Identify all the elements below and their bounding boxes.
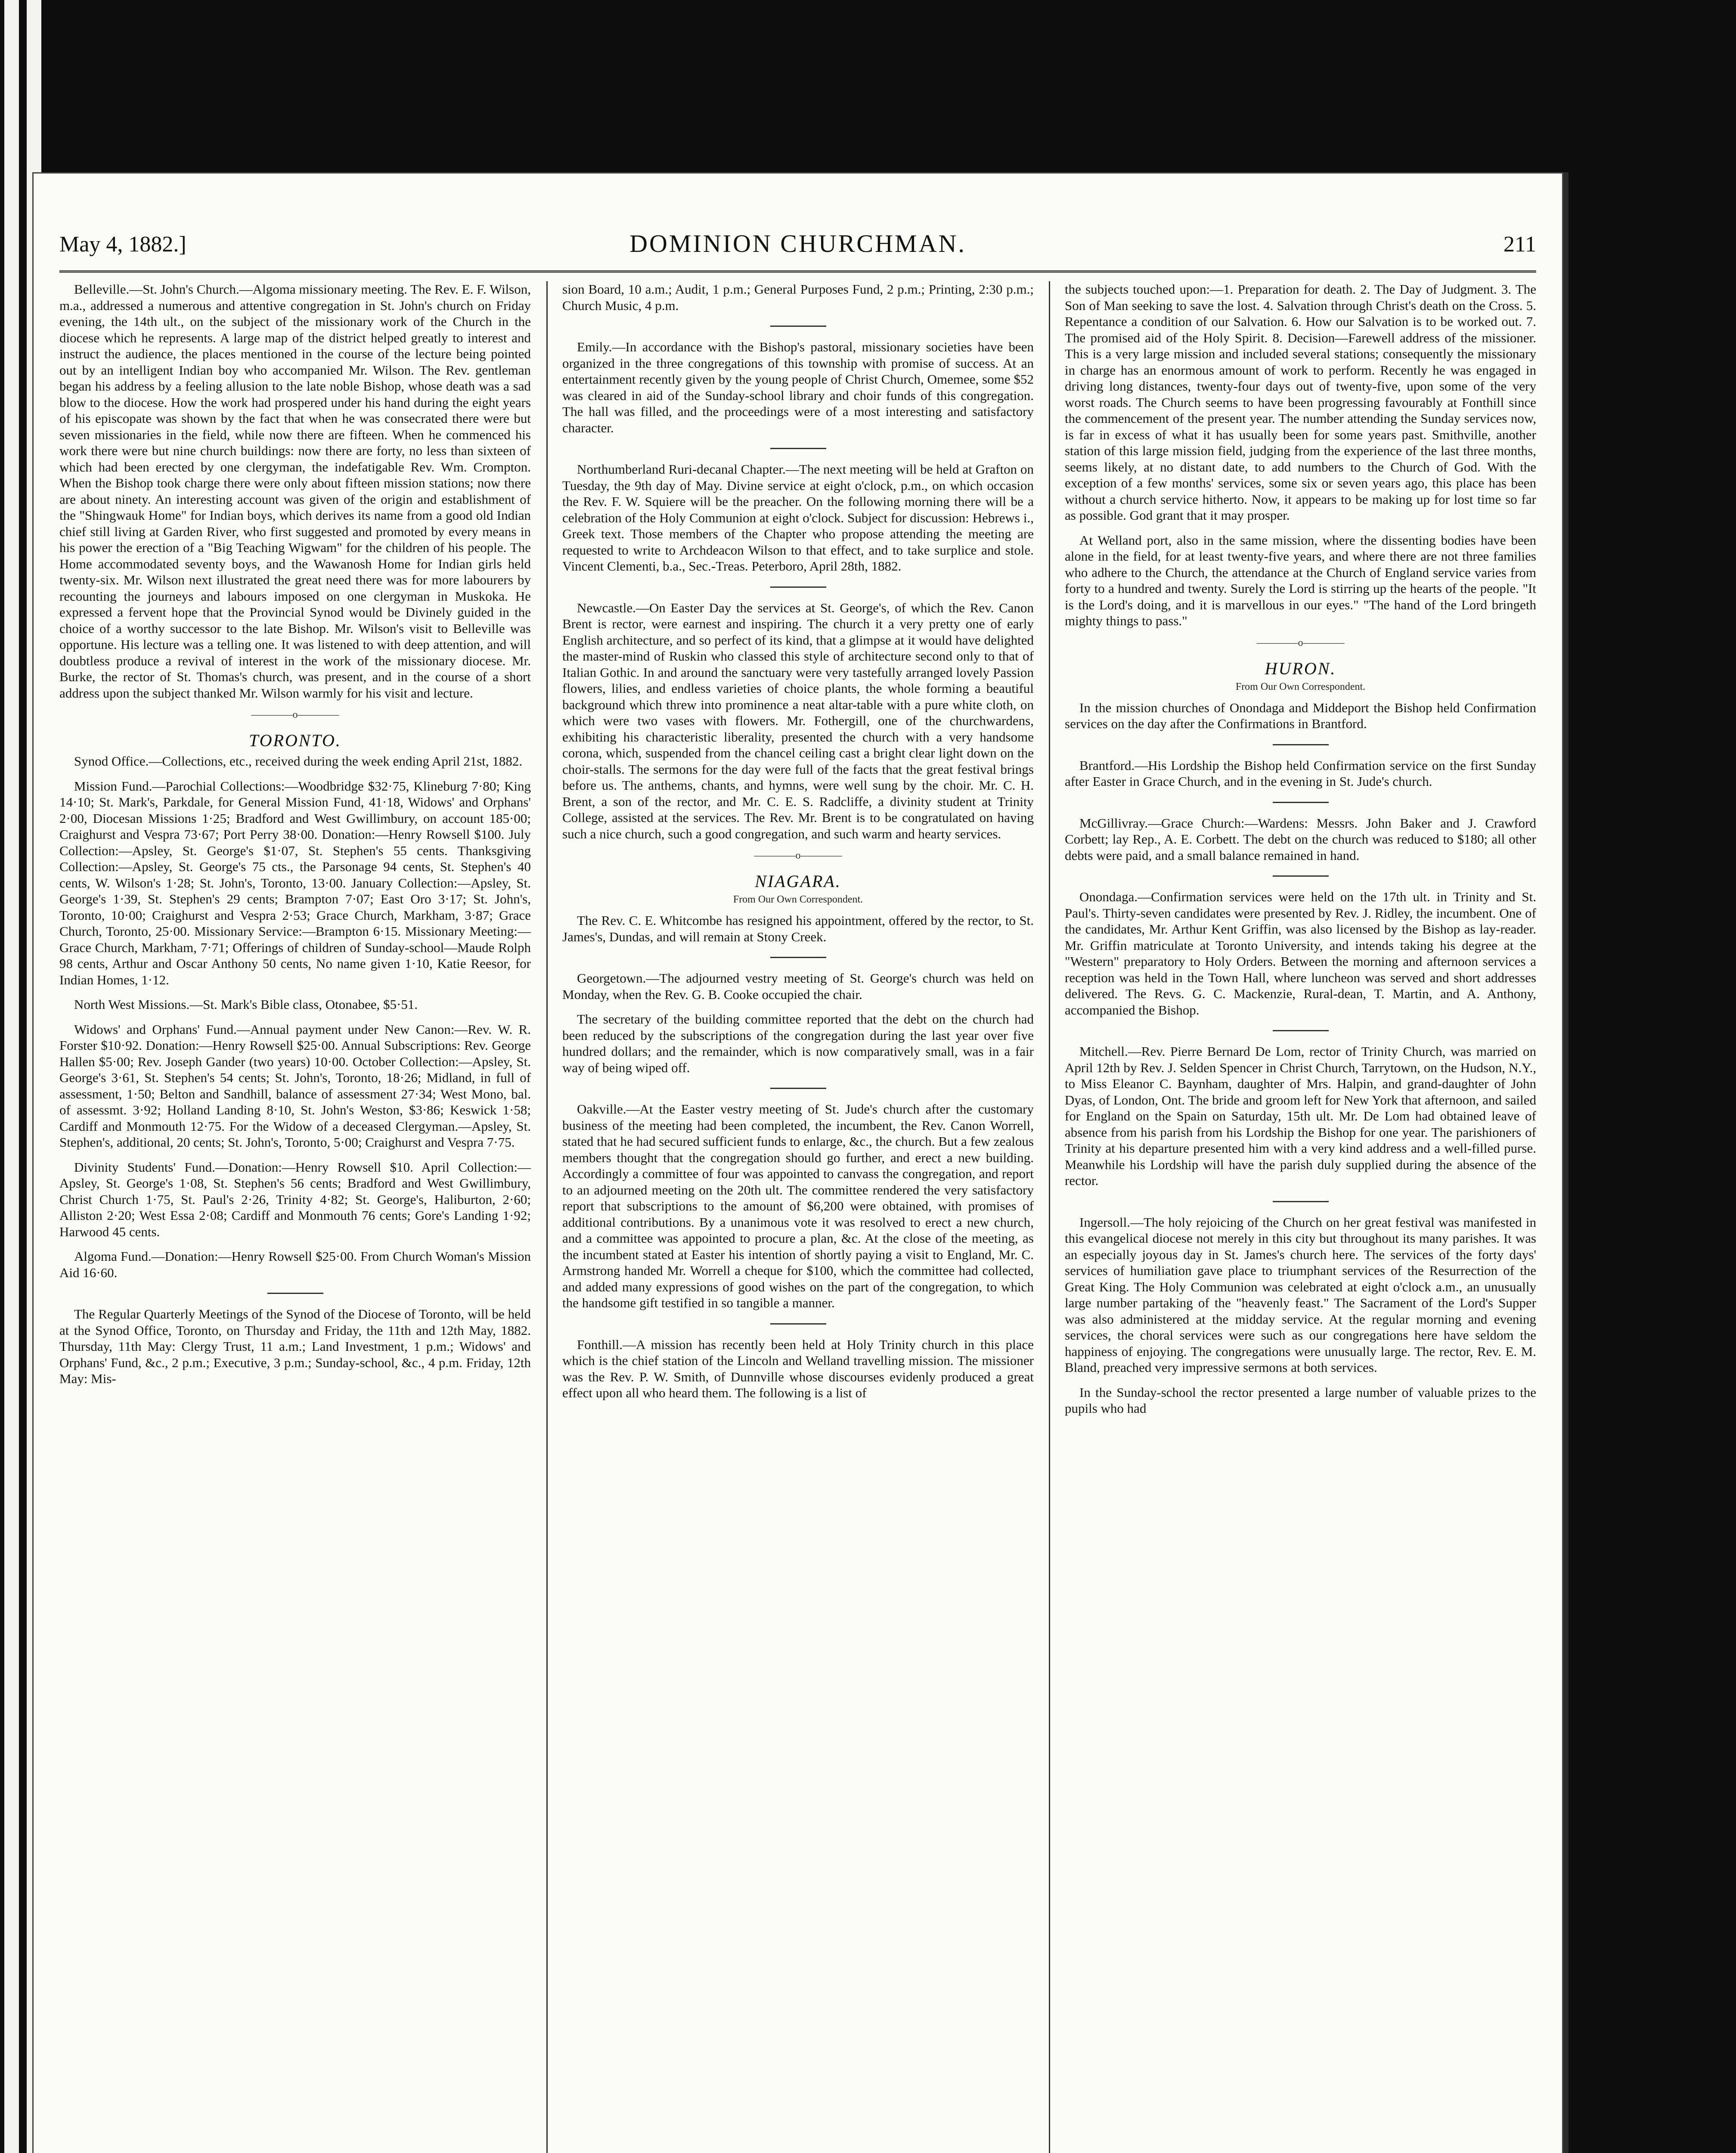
separator-rule: [267, 1293, 323, 1294]
article-northumberland-chapter: Northumberland Ruri-decanal Chapter.—The next meeting will be held at Grafton on Tuesday, the 9th day of May. Divine service at eight o'clock, p.m., on which occasion the Rev. F. W. Squiere will be the preacher. On the following morning there will be a celebration of the Holy Communion at eight o'clock. Subject for discussion: Hebrews i., Greek text. Those members of the Chapter who propose attending the meeting are requested to write to Archdeacon Wilson to that effect, and to take surplice and stole. Vincent Clementi, b.a., Sec.-Treas. Peterboro, April 28th, 1882.: [562, 462, 1034, 574]
separator-rule: [770, 326, 826, 327]
correspondent-line: From Our Own Correspondent.: [1235, 681, 1366, 692]
article-mission-board-continued: sion Board, 10 a.m.; Audit, 1 p.m.; General Purposes Fund, 2 p.m.; Printing, 2:30 p.m.; Church Music, 4 p.m.: [562, 282, 1034, 313]
separator-rule: [770, 586, 826, 588]
article-belleville: Belleville.—St. John's Church.—Algoma missionary meeting. The Rev. E. F. Wilson, m.a., addressed a numerous and attentive congregation in St. John's church on Friday evening, the 14th ult., on the subject of the missionary work of the Church in the diocese which he represents. A large map of the district helped greatly to interest and instruct the audience, the places mentioned in the course of the lecture being pointed out by an intelligent Indian boy who accompanied Mr. Wilson. The Rev. gentleman began his address by a feeling allusion to the late noble Bishop, whose death was a sad blow to the diocese. How the work had prospered under his hand during the eight years of his episcopate was shown by the fact that when he was consecrated there were but seven missionaries in the field, while now there are fifteen. When he commenced his work there were but nine church buildings: now there are forty, no less than sixteen of which had been erected by one clergyman, the indefatigable Rev. Wm. Crompton. When the Bishop took charge there were only about fifteen mission stations; now there are about ninety. An interesting account was given of the origin and establishment of the "Shingwauk Home" for Indian boys, which derives its name from a good old Indian chief still living at Garden River, who first suggested and promoted by every means in his power the erection of a "Big Teaching Wigwam" for the children of his people. The Home accommodated seventy boys, and the Wawanosh Home for Indian girls held twenty-six. Mr. Wilson next illustrated the great need there was for more labourers by recounting the journeys and labours imposed on one clergyman in Muskoka. He expressed a fervent hope that the Provincial Synod would be Divinely guided in the choice of a worthy successor to the late Bishop. Mr. Wilson's visit to Belleville was opportune. His lecture was a telling one. It was listened to with deep attention, and will doubtless produce a revival of interest in the work of the missionary diocese. Mr. Burke, the rector of St. Thomas's church, was present, and in the course of a short address upon the subject thanked Mr. Wilson warmly for his visit and lecture.: [59, 282, 531, 701]
film-edge-strip: [4, 0, 19, 2153]
newspaper-title: DOMINION CHURCHMAN.: [629, 230, 966, 257]
article-mitchell: Mitchell.—Rev. Pierre Bernard De Lom, rector of Trinity Church, was married on April 12th by Rev. J. Selden Spencer in Christ Church, Tarrytown, on the Hudson, N.Y., to Miss Eleanor C. Baynham, daughter of Mrs. Halpin, and grand-daughter of John Dyas, of London, Ont. The bride and groom left for New York that afternoon, and sailed for England on the Spain on Saturday, 15th ult. Mr. De Lom had obtained leave of absence from his parish from his Lordship the Bishop for one year. The parishioners of Trinity at his departure presented him with a very kind address and a well-filled purse. Meanwhile his Lordship will have the parish duly supplied during the absence of the rector.: [1065, 1044, 1536, 1188]
column-2: [562, 281, 1034, 2153]
column-rule: [1049, 281, 1050, 2153]
separator-rule: [770, 448, 826, 449]
section-heading-huron: HURON.: [1265, 658, 1336, 678]
article-divinity-students-fund: Divinity Students' Fund.—Donation:—Henry Rowsell $10. April Collection:—Apsley, St. George's 1·08, St. Stephen's 56 cents; Bradford and West Gwillimbury, Christ Church 1·75, St. Paul's 2·26, Trinity 4·82; St. George's, Haliburton, 2·60; Alliston 2·20; West Essa 2·08; Cardiff and Monmouth 76 cents; Gore's Landing 1·92; Harwood 45 cents.: [59, 1159, 531, 1239]
separator-rule: [770, 1323, 826, 1325]
separator-ornament: ————o————: [754, 850, 842, 861]
article-mission-fund: Mission Fund.—Parochial Collections:—Woodbridge $32·75, Klineburg 7·80; King 14·10; St. Mark's, Parkdale, for General Mission Fund, 41·18, Widows' and Orphans' 2·00, Diocesan Missions 1·25; Bradford and West Gwillimbury, on account 185·00; Craighurst and Vespra 73·67; Port Perry 38·00. Donation:—Henry Rowsell $100. July Collection:—Apsley, St. George's $1·07, St. Stephen's 55 cents. Thanksgiving Collection:—Apsley, St. George's 75 cts., the Parsonage 94 cents, St. Stephen's 40 cents, W. Wilson's 1·28; St. John's, Toronto, 13·00. January Collection:—Apsley, St. George's 1·39, St. Stephen's 29 cents; Brampton 7·07; East Oro 3·17; St. John's, Toronto, 10·00; Craighurst and Vespra 2·53; Grace Church, Markham, 3·87; Grace Church, Toronto, 25·00. Missionary Service:—Brampton 6·15. Missionary Meeting:—Grace Church, Markham, 7·71; Offerings of children of Sunday-school—Maude Rolph 98 cents, Arthur and Oscar Anthony 50 cents, No name given 1·10, Katie Reesor, for Indian Homes, 1·12.: [59, 778, 531, 987]
article-welland-port: At Welland port, also in the same mission, where the dissenting bodies have been alone in the field, for at least twenty-five years, and where there are not three families who adhere to the Church, the attendance at the Church of England service varies from forty to a hundred and twenty. Surely the Lord is stirring up the hearts of the people. "It is the Lord's doing, and it is marvellous in our eyes." "The hand of the Lord bringeth mighty things to pass.": [1065, 532, 1536, 628]
article-mcgillivray: McGillivray.—Grace Church:—Wardens: Messrs. John Baker and J. Crawford Corbett; lay Rep., A. E. Corbett. The debt on the church was reduced to $180; all other debts were paid, and a small balance remained in hand.: [1065, 815, 1536, 863]
separator-rule: [770, 957, 826, 958]
separator-rule: [1273, 1030, 1329, 1031]
article-north-west-missions: North West Missions.—St. Mark's Bible class, Otonabee, $5·51.: [74, 997, 418, 1012]
article-newcastle: Newcastle.—On Easter Day the services at St. George's, of which the Rev. Canon Brent is rector, were earnest and inspiring. The church it a very pretty one of early English architecture, and so perfect of its kind, that a glimpse at it would have delighted the master-mind of Ruskin who classed this style of architecture second only to that of Italian Gothic. In and around the sanctuary were very tastefully arranged lovely Passion flowers, lilies, and endless varieties of choice plants, the whole forming a beautiful background which threw into prominence a neat altar-table with a pure white cloth, on which were two vases with flowers. Mr. Fothergill, one of the churchwardens, exhibiting his characteristic liberality, presented the church with a very handsome corona, which, suspended from the chancel ceiling cast a bright clear light down on the choir-stalls. The sermons for the day were full of the facts that the great festival brings before us. The anthems, chants, and hymns, were well sung by the choir. Mr. C. H. Brent, a son of the rector, and Mr. C. E. S. Radcliffe, a divinity student at Trinity College, assisted at the services. The Rev. Mr. Brent is to be congratulated on having such a nice church, such a good congregation, and such warm and hearty services.: [562, 600, 1034, 841]
article-onondaga: Onondaga.—Confirmation services were held on the 17th ult. in Trinity and St. Paul's. Thirty-seven candidates were presented by Rev. J. Ridley, the incumbent. One of the candidates, Mr. Arthur Kent Griffin, was also licensed by the Bishop as lay-reader. Mr. Griffin matriculate at Toronto University, and intends taking his degree at the "Western" preparatory to Holy Orders. Between the morning and afternoon services a reception was held in the Town Hall, where luncheon was served and short addresses delivered. The Revs. G. C. Mackenzie, Rural-dean, T. Martin, and A. Anthony, accompanied the Bishop.: [1065, 889, 1536, 1018]
page-header: [59, 223, 1536, 273]
issue-date: May 4, 1882.]: [59, 232, 186, 257]
article-oakville: Oakville.—At the Easter vestry meeting of St. Jude's church after the customary business of the meeting had been completed, the incumbent, the Rev. Canon Worrell, stated that he had secured sufficient funds to enlarge, &c., the church. But a few zealous members thought that the congregation should go further, and erect a new building. Accordingly a committee of four was appointed to canvass the congregation, and report to an adjourned meeting on the 20th ult. The committee rendered the very satisfactory report that subscriptions to the amount of $6,200 were obtained, with promises of additional contributions. By a unanimous vote it was resolved to erect a new church, and a committee was appointed to procure a plan, &c. At the close of the meeting, as the incumbent stated at Easter his intention of shortly paying a visit to England, Mr. C. Armstrong handed Mr. Worrell a cheque for $100, which the committee had collected, and added many expressions of good wishes on the part of the congregation, to which the handsome gift testified in so tangible a manner.: [562, 1101, 1034, 1310]
article-georgetown: Georgetown.—The adjourned vestry meeting of St. George's church was held on Monday, when the Rev. G. B. Cooke occupied the chair.: [562, 971, 1034, 1002]
article-brantford: Brantford.—His Lordship the Bishop held Confirmation service on the first Sunday after Easter in Grace Church, and in the evening in St. Jude's church.: [1065, 757, 1536, 789]
columns: [59, 281, 1536, 2153]
column-rule: [546, 281, 548, 2153]
separator-rule: [1273, 744, 1329, 745]
separator-rule: [770, 1088, 826, 1089]
separator-rule: [1273, 875, 1329, 877]
separator-ornament: ————o————: [1256, 637, 1345, 648]
article-widows-orphans-fund: Widows' and Orphans' Fund.—Annual payment under New Canon:—Rev. W. R. Forster $10·92. Donation:—Henry Rowsell $25·00. Annual Subscriptions: Rev. George Hallen $5·00; Rev. Joseph Gander (two years) 10·00. October Collection:—Apsley, St. George's 3·61, St. Stephen's 54 cents; St. John's, Toronto, 18·26; Midland, in full of assessment, 1·50; Belton and Sandhill, balance of assessment 27·34; West Mono, bal. of assessmt. 3·92; Holland Landing 8·10, St. John's Weston, $3·86; Keswick 1·58; Cardiff and Monmouth 12·75. For the Widow of a deceased Clergyman.—Apsley, St. Stephen's, additional, 20 cents; St. John's, Toronto, 5·00; Craighurst and Vespra 7·75.: [59, 1021, 531, 1150]
correspondent-line: From Our Own Correspondent.: [733, 894, 863, 905]
article-fonthill: Fonthill.—A mission has recently been held at Holy Trinity church in this place which is the chief station of the Lincoln and Welland travelling mission. The missioner was the Rev. P. W. Smith, of Dunnville whose discourses evidenly produced a great effect upon all who heard them. The following is a list of: [562, 1337, 1034, 1400]
separator-rule: [1273, 802, 1329, 803]
article-sunday-school: In the Sunday-school the rector presented a large number of valuable prizes to the pupils who had: [1065, 1384, 1536, 1416]
article-emily: Emily.—In accordance with the Bishop's pastoral, missionary societies have been organized in the three congregations of this township with promise of success. At an entertainment recently given by the young people of Christ Church, Omemee, some $52 was cleared in aid of the Sunday-school library and choir funds of this congregation. The hall was filled, and the proceedings were of a most interesting and satisfactory character.: [562, 339, 1034, 435]
separator-rule: [1273, 1201, 1329, 1202]
article-synod-office: Synod Office.—Collections, etc., received during the week ending April 21st, 1882.: [74, 754, 523, 769]
article-quarterly-meetings: The Regular Quarterly Meetings of the Synod of the Diocese of Toronto, will be held at the Synod Office, Toronto, on Thursday and Friday, the 11th and 12th May, 1882. Thursday, 11th May: Clergy Trust, 11 a.m.; Land Investment, 1 p.m.; Widows' and Orphans' Fund, &c., 2 p.m.; Executive, 3 p.m.; Sunday-school, &c., 4 p.m. Friday, 12th May: Mis-: [59, 1306, 531, 1386]
article-building-committee: The secretary of the building committee reported that the debt on the church had been reduced by the subscriptions of the congregation during the last year over five hundred dollars; and the remainder, which is now comparatively small, was in a fair way of being wiped off.: [562, 1011, 1034, 1075]
column-3: [1065, 281, 1536, 2153]
article-algoma-fund: Algoma Fund.—Donation:—Henry Rowsell $25·00. From Church Woman's Mission Aid 16·60.: [59, 1249, 531, 1280]
newspaper-page: [32, 172, 1563, 2153]
separator-ornament: ————o————: [251, 709, 339, 720]
article-fonthill-continued: the subjects touched upon:—1. Preparation for death. 2. The Day of Judgment. 3. The Son of Man seeking to save the lost. 4. Salvation through Christ's death on the Cross. 5. Repentance a condition of our Salvation. 6. How our Salvation is to be worked out. 7. The promised aid of the Holy Spirit. 8. Decision—Farewell address of the missioner. This is a very large mission and included several stations; consequently the missionary in charge has an enormous amount of work to perform. Recently he was engaged in driving long distances, twenty-four days out of twenty-five, upon some of the very worst roads. The Church seems to have been progressing favourably at Fonthill since the commencement of the present year. The number attending the Sunday services now, is far in excess of what it has usually been for some years past. Smithville, another station of this large mission field, judging from the experience of the last three months, seems likely, at no distant date, to add numbers to the Church of God. With the exception of a few months' services, some six or seven years ago, this place has been without a church service hitherto. Now, it appears to be making up for lost time so far as possible. God grant that it may prosper.: [1065, 282, 1536, 523]
article-ingersoll: Ingersoll.—The holy rejoicing of the Church on her great festival was manifested in this evangelical diocese not merely in this city but throughout its many parishes. It was an especially joyous day in St. James's church here. The services of the forty days' services of humiliation gave place to triumphant services of the Resurrection of the Great King. The Holy Communion was celebrated at eight o'clock a.m., an unusually large number partaking of the "heavenly feast." The Sacrament of the Lord's Supper was also administered at the midday service. At the regular morning and evening services, the choral services were such as our congregations here have seldom the happiness of enjoying. The congregations were unusually large. The rector, Rev. E. M. Bland, preached very impressive sermons at both services.: [1065, 1214, 1536, 1375]
section-heading-niagara: NIAGARA.: [755, 872, 841, 891]
article-whitcombe: The Rev. C. E. Whitcombe has resigned his appointment, offered by the rector, to St. James's, Dundas, and will remain at Stony Creek.: [562, 913, 1034, 944]
article-onondaga-middeport: In the mission churches of Onondaga and Middeport the Bishop held Confirmation services on the day after the Confirmations in Brantford.: [1065, 700, 1536, 731]
page-number: 211: [1503, 232, 1536, 257]
column-1: [59, 281, 531, 2153]
section-heading-toronto: TORONTO.: [249, 731, 341, 750]
